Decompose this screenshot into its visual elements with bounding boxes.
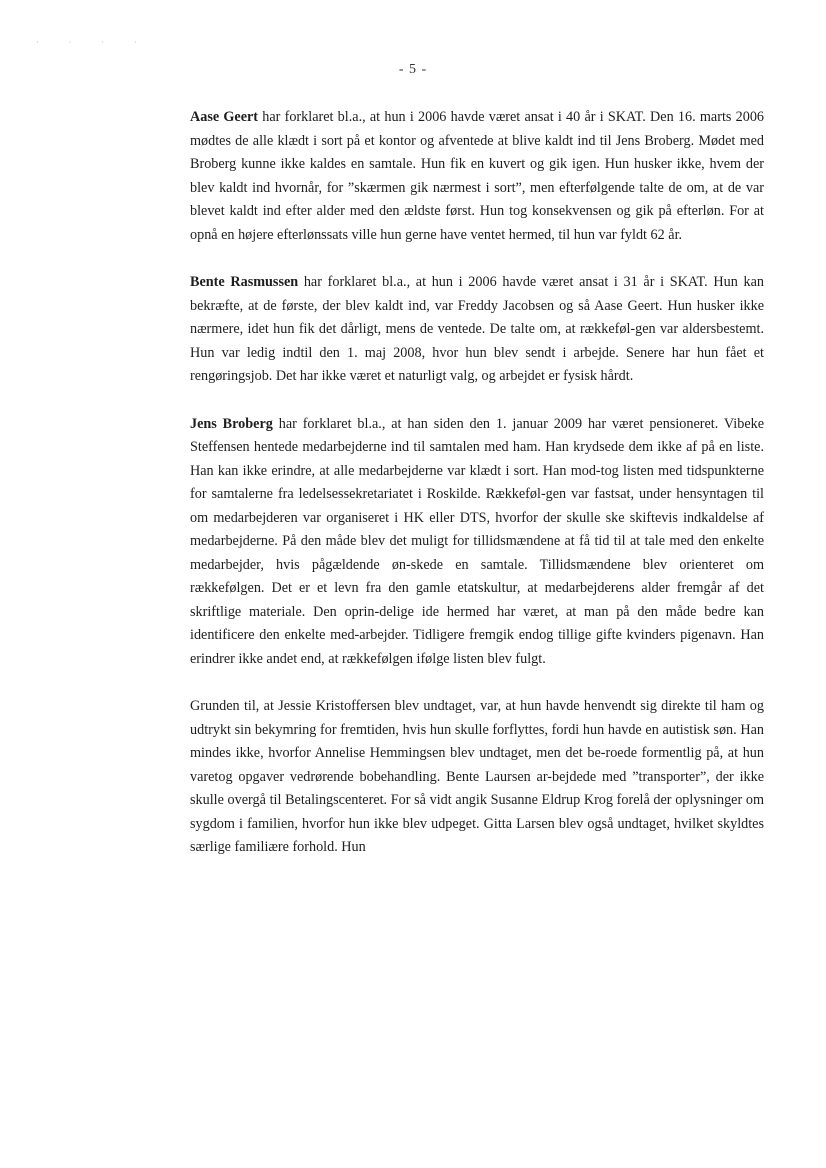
- paragraph-aase-geert: [190, 106, 764, 247]
- witness-name: Jens Broberg: [190, 415, 273, 432]
- paragraph-continuation: [190, 695, 764, 860]
- paragraph-text: har forklaret bl.a., at hun i 2006 havde været ansat i 31 år i SKAT. Hun kan bekræfte, at de første, der blev kaldt ind, var Freddy Jacobsen og så Aase Geert. Hun husker ikke nærmere, idet hun fik det dårligt, mens de ventede. De talte om, at rækkeføl-gen var aldersbestemt. Hun var ledig indtil den 1. maj 2008, hvor hun blev sendt i arbejde. Senere har hun fået et rengøringsjob. Det har ikke været et naturligt valg, og arbejdet er fysisk hårdt.: [190, 274, 764, 384]
- paragraph-jens-broberg: [190, 413, 764, 672]
- witness-name: Bente Rasmussen: [190, 274, 299, 290]
- document-body: [190, 106, 764, 884]
- paragraph-bente-rasmussen: [190, 271, 764, 389]
- paragraph-text: har forklaret bl.a., at hun i 2006 havde været ansat i 40 år i SKAT. Den 16. marts 2006 mødtes de alle klædt i sort på et kontor og afventede at blive kaldt ind til Jens Broberg. Mødet med Broberg kunne ikke kaldes en samtale. Hun fik en kuvert og gik igen. Hun husker ikke, hvem der blev kaldt ind hvornår, for ”skærmen gik nærmest i sort”, men efterfølgende talte de om, at de var blevet kaldt ind efter alder med den ældste først. Hun tog konsekvensen og gik på efterløn. For at opnå en højere efterlønssats ville hun gerne have ventet hermed, til hun var fyldt 62 år.: [190, 109, 765, 243]
- paragraph-text: Grunden til, at Jessie Kristoffersen blev undtaget, var, at hun havde henvendt sig direkte til ham og udtrykt sin bekymring for fremtiden, hvis hun skulle forflyttes, fordi hun havde en autistisk søn. Han mindes ikke, hvorfor Annelise Hemmingsen blev undtaget, men det be-roede formentlig på, at hun varetog opgaver vedrørende bobehandling. Bente Laursen ar-bejdede med ”transporter”, der ikke skulle overgå til Betalingscenteret. For så vidt angik Susanne Eldrup Krog forelå der oplysninger om sygdom i familien, hvorfor hun ikke blev udpeget. Gitta Larsen blev også undtaget, hvilket skyldtes særlige familiære forhold. Hun: [190, 698, 764, 855]
- paragraph-text: har forklaret bl.a., at han siden den 1. januar 2009 har været pensioneret. Vibeke Steffensen hentede medarbejderne ind til samtalen med ham. Han krydsede dem ikke af på en liste. Han kan ikke erindre, at alle medarbejderne var klædt i sort. Han mod-tog listen med tidspunkterne for samtalerne fra ledelsessekretariatet i Roskilde. Rækkeføl-gen var fastsat, under hensyntagen til om medarbejderen var organiseret i HK eller DTS, hvorfor der skulle ske skiftevis indkaldelse af medarbejderne. På den måde blev det muligt for tillidsmændene at få tid til at tale med den enkelte medarbejder, hvis pågældende øn-skede en samtale. Tillidsmændene blev orienteret om rækkefølgen. Det er et levn fra den gamle etatskultur, at medarbejderens alder fremgår af det skriftlige materiale. Den oprin-delige ide hermed har været, at man på den måde bedre kan identificere den enkelte med-arbejder. Tidligere fremgik endog tillige gifte kvinders pigenavn. Han erindrer ikke andet end, at rækkefølgen ifølge listen blev fulgt.: [190, 415, 765, 667]
- scan-marks: · · · ·: [36, 38, 151, 47]
- witness-name: Aase Geert: [190, 109, 259, 125]
- page-number: - 5 -: [398, 62, 428, 77]
